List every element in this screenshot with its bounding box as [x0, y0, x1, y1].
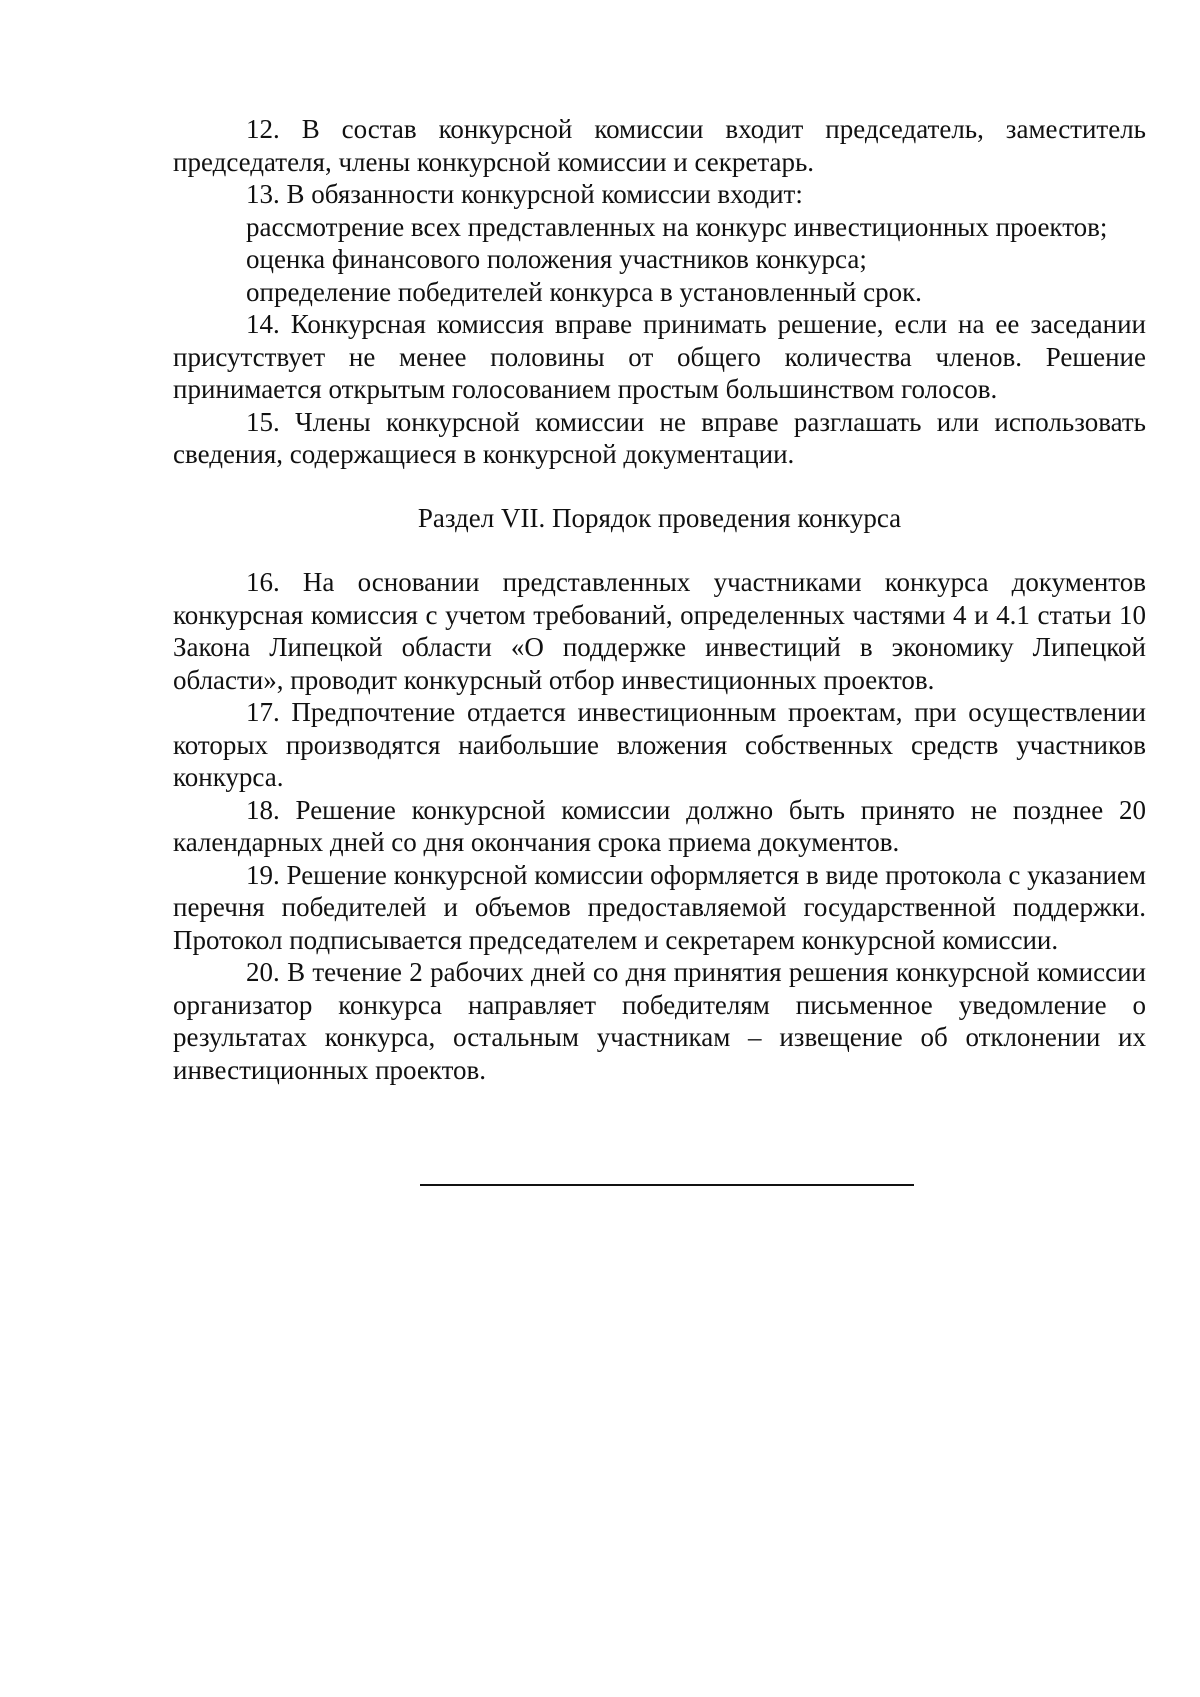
paragraph-12: 12. В состав конкурсной комиссии входит председатель, заместитель председателя, члены конкурсной комиссии и секретарь. [173, 114, 1146, 177]
paragraph-13: 13. В обязанности конкурсной комиссии входит: [246, 179, 803, 209]
paragraph-20: 20. В течение 2 рабочих дней со дня принятия решения конкурсной комиссии организатор конкурса направляет победителям письменное уведомление о результатах конкурса, остальным участникам – извещение об отклонении их инвестиционных проектов. [173, 957, 1146, 1085]
section-title: Раздел VII. Порядок проведения конкурса [417, 502, 902, 533]
paragraph-14: 14. Конкурсная комиссия вправе принимать решение, если на ее заседании присутствует не менее половины от общего количества членов. Решение принимается открытым голосованием простым большинством голосов. [173, 309, 1146, 404]
end-divider-line [420, 1184, 914, 1186]
paragraph-19: 19. Решение конкурсной комиссии оформляется в виде протокола с указанием перечня победителей и объемов предоставляемой государственной поддержки. Протокол подписывается председателем и секретарем конкурсной комиссии. [173, 859, 1146, 955]
paragraph-16: 16. На основании представленных участниками конкурса документов конкурсная комиссия с учетом требований, определенных частями 4 и 4.1 статьи 10 Закона Липецкой области «О поддержке инвестиций в экономику Липецкой области», проводит конкурсный отбор инвестиционных проектов. [173, 567, 1146, 695]
paragraph-18: 18. Решение конкурсной комиссии должно быть принято не позднее 20 календарных дней со дня окончания срока приема документов. [173, 794, 1146, 857]
paragraph-13-item: рассмотрение всех представленных на конкурс инвестиционных проектов; [246, 211, 1108, 242]
document-body [173, 113, 1146, 1086]
paragraph-13-item: оценка финансового положения участников конкурса; [246, 244, 867, 274]
paragraph-17: 17. Предпочтение отдается инвестиционным проектам, при осуществлении которых производятся наибольшие вложения собственных средств участников конкурса. [173, 697, 1146, 792]
paragraph-13-item: определение победителей конкурса в установленный срок. [246, 276, 922, 307]
paragraph-15: 15. Члены конкурсной комиссии не вправе разглашать или использовать сведения, содержащиеся в конкурсной документации. [173, 406, 1146, 469]
